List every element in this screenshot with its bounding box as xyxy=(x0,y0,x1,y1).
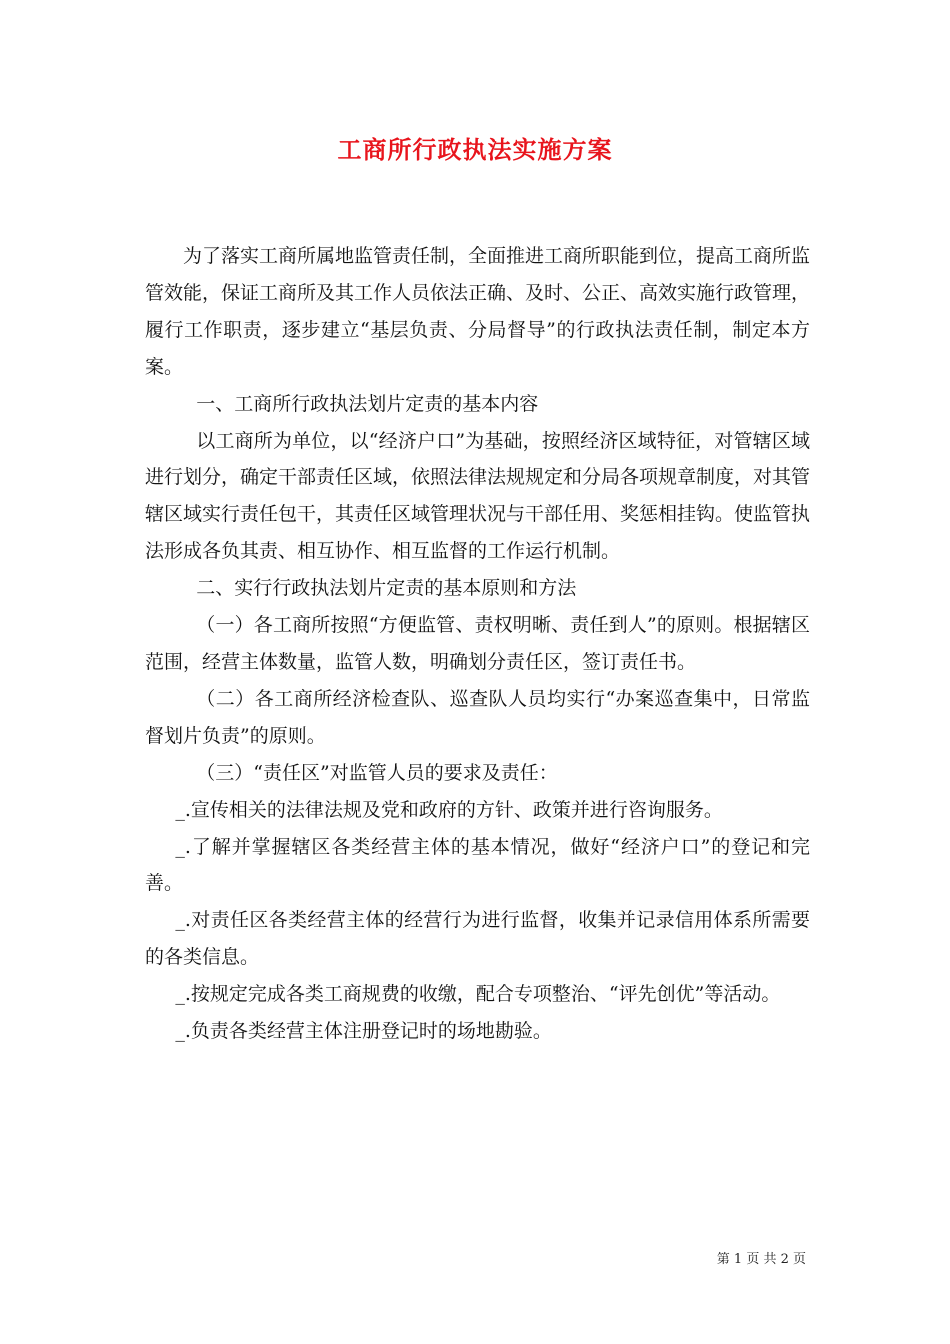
page-number: 第 1 页 共 2 页 xyxy=(716,1252,806,1267)
list-item: _.负责各类经营主体注册登记时的场地勘验。 xyxy=(175,1020,552,1043)
section-heading-1: 一、工商所行政执法划片定责的基本内容 xyxy=(196,392,539,415)
document-body xyxy=(145,238,810,1050)
list-item: _.了解并掌握辖区各类经营主体的基本情况，做好“经济户口”的登记和完善。 xyxy=(145,835,810,895)
list-item: _.宣传相关的法律法规及党和政府的方针、政策并进行咨询服务。 xyxy=(175,798,723,821)
document-title: 工商所行政执法实施方案 xyxy=(337,135,613,164)
paragraph-intro: 为了落实工商所属地监管责任制，全面推进工商所职能到位，提高工商所监管效能，保证工商所及其工作人员依法正确、及时、公正、高效实施行政管理，履行工作职责，逐步建立“基层负责、分局督导”的行政执法责任制，制定本方案。 xyxy=(145,245,811,378)
paragraph-item-3: （三）“责任区”对监管人员的要求及责任： xyxy=(196,761,558,784)
section-heading-2: 二、实行行政执法划片定责的基本原则和方法 xyxy=(196,577,577,600)
paragraph-item-2: （二）各工商所经济检查队、巡查队人员均实行“办案巡查集中，日常监督划片负责”的原则。 xyxy=(145,687,810,747)
list-item: _.对责任区各类经营主体的经营行为进行监督，收集并记录信用体系所需要的各类信息。 xyxy=(145,909,810,969)
list-item: _.按规定完成各类工商规费的收缴，配合专项整治、“评先创优”等活动。 xyxy=(175,983,781,1006)
paragraph-section-1: 以工商所为单位，以“经济户口”为基础，按照经济区域特征，对管辖区域进行划分，确定干部责任区域，依照法律法规规定和分局各项规章制度，对其管辖区域实行责任包干，其责任区域管理状况与干部任用、奖惩相挂钩。使监管执法形成各负其责、相互协作、相互监督的工作运行机制。 xyxy=(145,429,811,563)
paragraph-item-1: （一）各工商所按照“方便监管、责权明晰、责任到人”的原则。根据辖区范围，经营主体数量，监管人数，明确划分责任区，签订责任书。 xyxy=(145,614,810,673)
